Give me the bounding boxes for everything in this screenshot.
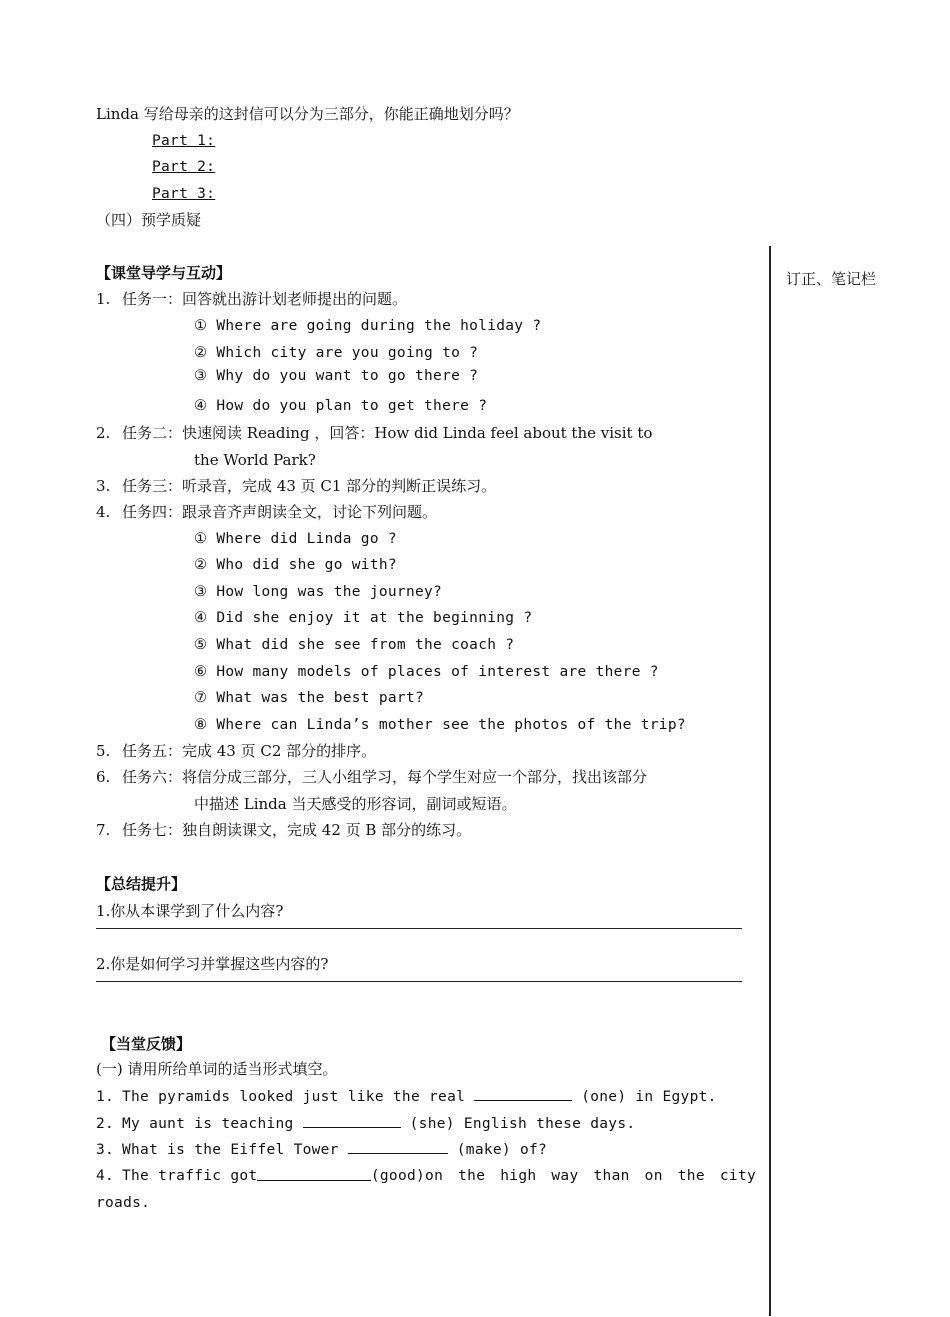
task-4-question: ① Where did Linda go ? [194,531,397,547]
part-2-label: Part 2: [152,159,216,175]
exercise-text-before: The pyramids looked just like the real [122,1089,466,1105]
exercise-item [96,1086,717,1107]
task-3 [96,476,496,496]
exercise-item [96,1139,547,1160]
task-6-continuation: 中描述 Linda 当天感受的形容词，副词或短语。 [194,795,517,813]
exercise-hint: (good) [370,1168,426,1184]
task-6-text: 任务六：将信分成三部分，三人小组学习，每个学生对应一个部分，找出该部分 [122,768,648,786]
task-7 [96,820,471,840]
task-4-question: ⑤ What did she see from the coach ? [194,637,515,653]
exercise-text-after: in Egypt. [635,1089,717,1105]
task-1-text: 任务一：回答就出游计划老师提出的问题。 [122,290,408,308]
classroom-heading: 【课堂导学与互动】 [96,264,232,282]
summary-question-1: 1.你从本课学到了什么内容? [96,902,284,920]
task-1-question: ④ How do you plan to get there ? [194,398,488,414]
notes-column-label: 订正、笔记栏 [786,270,877,288]
feedback-heading: 【当堂反馈】 [101,1035,192,1053]
exercise-blank[interactable] [257,1166,370,1181]
task-4-number: 4. [96,503,111,521]
task-5-text: 任务五：完成 43 页 C2 部分的排序。 [122,742,377,760]
exercise-number: 1. [96,1089,115,1105]
task-4-text: 任务四：跟录音齐声朗读全文，讨论下列问题。 [122,503,438,521]
exercise-blank[interactable] [348,1139,448,1154]
task-1-number: 1. [96,290,111,308]
summary-heading: 【总结提升】 [96,875,187,893]
exercise-text-before: My aunt is teaching [122,1116,294,1132]
task-1 [96,289,407,309]
exercise-text-before: The traffic got [122,1168,258,1184]
intro-text: Linda 写给母亲的这封信可以分为三部分，你能正确地划分吗？ [96,105,519,123]
exercise-text-after: English these days. [463,1116,636,1132]
task-4-question: ② Who did she go with? [194,557,397,573]
task-5 [96,741,376,761]
task-7-number: 7. [96,821,111,839]
task-6 [96,767,647,787]
task-7-text: 任务七：独自朗读课文，完成 42 页 B 部分的练习。 [122,821,472,839]
task-2-text: 任务二：快速阅读 Reading ，回答：How did Linda feel about the visit to [122,424,653,442]
task-4-question: ④ Did she enjoy it at the beginning ? [194,610,533,626]
feedback-instruction: (一) 请用所给单词的适当形式填空。 [96,1060,338,1078]
task-1-question: ③ Why do you want to go there ? [194,368,479,384]
task-4-question: ⑦ What was the best part? [194,690,425,706]
exercise-continuation: roads. [96,1195,151,1211]
exercise-text-after: of? [520,1142,548,1158]
exercise-number: 3. [96,1142,115,1158]
exercise-text-after: on the high way than on the city [425,1168,756,1184]
notes-column-divider [769,246,771,1316]
answer-line-1[interactable] [96,928,742,929]
task-4-question: ⑥ How many models of places of interest are there ? [194,664,659,680]
task-5-number: 5. [96,742,111,760]
task-2 [96,423,652,443]
exercise-blank[interactable] [303,1113,401,1128]
part-1-label: Part 1: [152,133,216,149]
section-four-title: （四）预学质疑 [96,211,202,229]
exercise-text-before: What is the Eiffel Tower [122,1142,339,1158]
task-1-question: ① Where are going during the holiday ? [194,318,542,334]
exercise-blank[interactable] [474,1086,572,1101]
task-2-continuation: the World Park? [194,451,316,469]
task-4-question: ③ How long was the journey? [194,584,443,600]
summary-question-2: 2.你是如何学习并掌握这些内容的? [96,955,329,973]
exercise-number: 2. [96,1116,115,1132]
task-1-question: ② Which city are you going to ? [194,345,479,361]
exercise-hint: (she) [409,1116,455,1132]
exercise-hint: (make) [456,1142,511,1158]
task-2-number: 2. [96,424,111,442]
task-3-number: 3. [96,477,111,495]
exercise-hint: (one) [581,1089,627,1105]
exercise-number: 4. [96,1168,115,1184]
task-6-number: 6. [96,768,111,786]
part-3-label: Part 3: [152,186,216,202]
exercise-item [96,1113,635,1134]
exercise-item [96,1166,756,1186]
task-4-question: ⑧ Where can Linda’s mother see the photos of the trip? [194,717,686,733]
task-4 [96,502,437,522]
task-3-text: 任务三：听录音，完成 43 页 C1 部分的判断正误练习。 [122,477,497,495]
answer-line-2[interactable] [96,981,742,982]
